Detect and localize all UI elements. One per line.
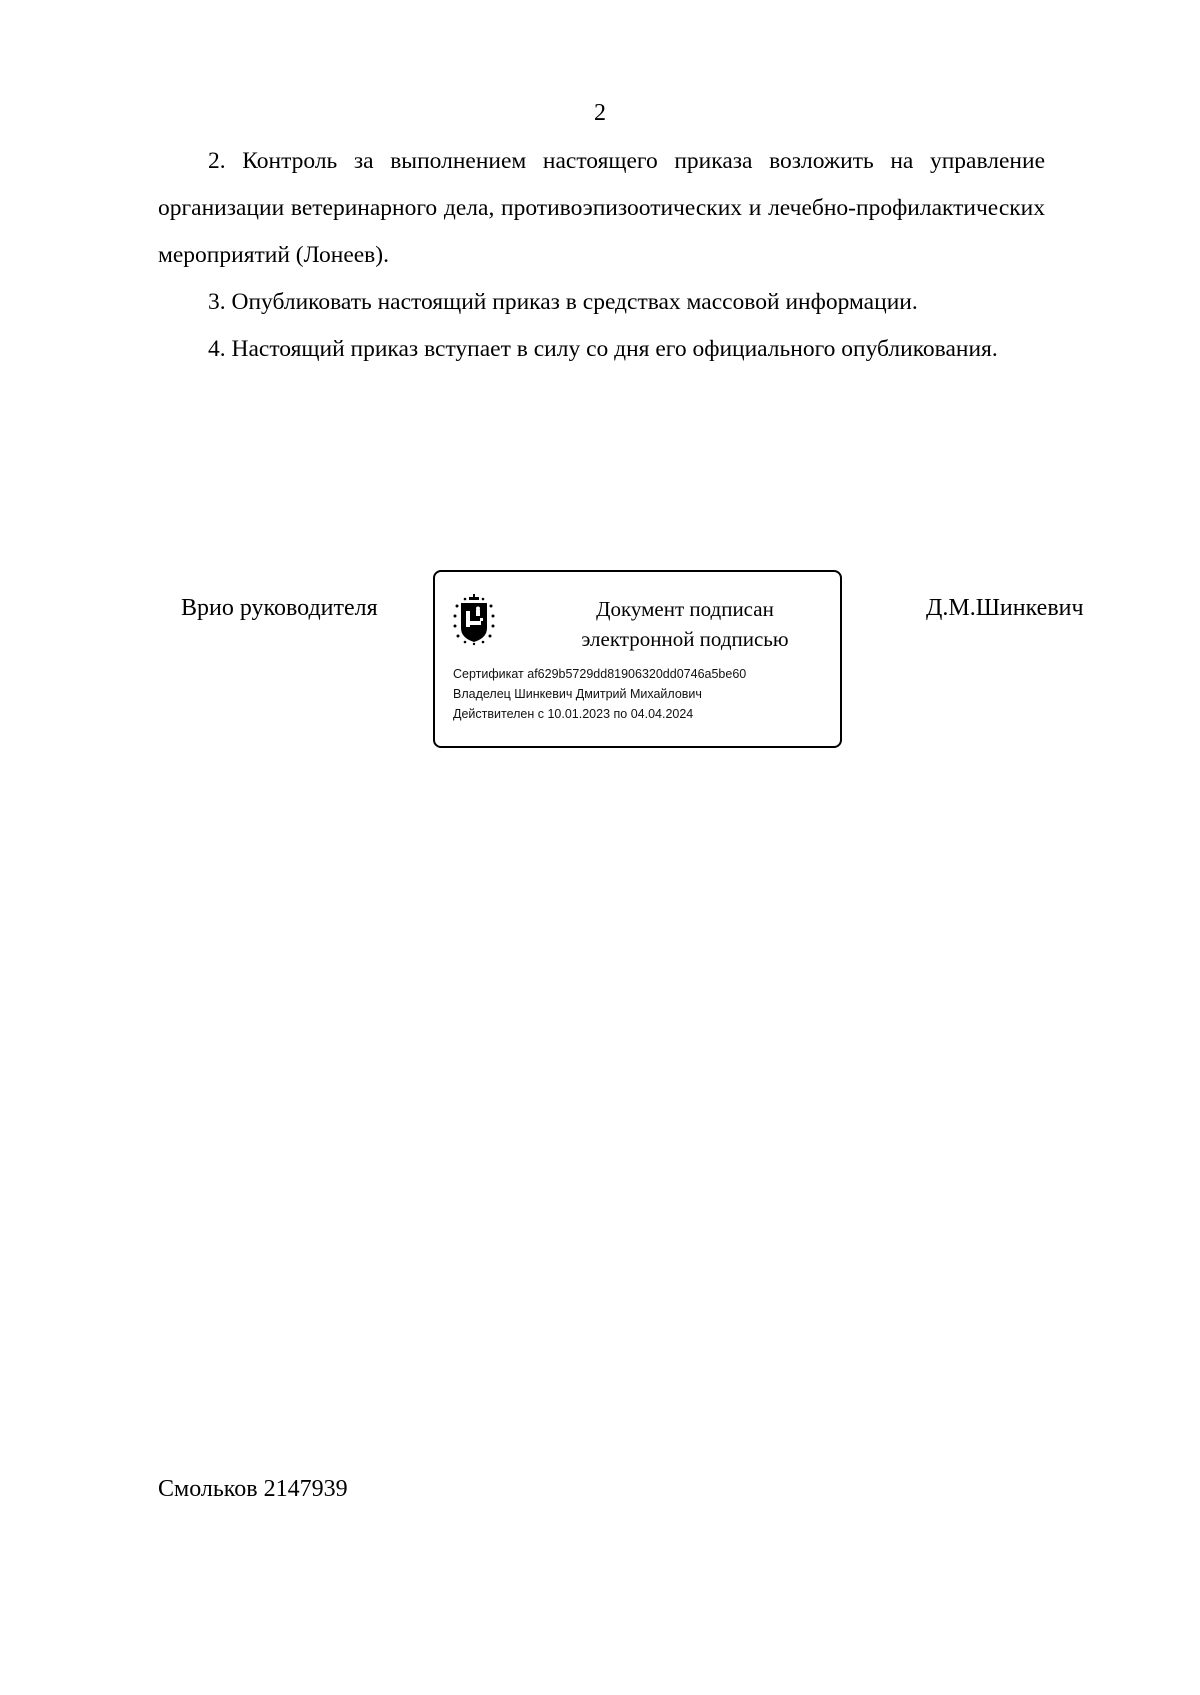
electronic-signature-stamp	[433, 570, 842, 748]
page-number: 2	[594, 100, 606, 126]
paragraph-effective-date: 4. Настоящий приказ вступает в силу со дня его официального опубликования.	[208, 336, 998, 362]
stamp-title-line1: Документ подписан	[596, 597, 774, 621]
certificate-number: Сертификат af629b5729dd81906320dd0746a5be60	[453, 667, 747, 681]
coat-of-arms-icon	[453, 594, 499, 646]
certificate-validity: Действителен с 10.01.2023 по 04.04.2024	[453, 707, 694, 721]
signer-position: Врио руководителя	[181, 595, 378, 621]
stamp-title	[555, 594, 815, 654]
executor-note: Смольков 2147939	[158, 1476, 348, 1502]
stamp-details	[453, 664, 746, 724]
paragraph-publish: 3. Опубликовать настоящий приказ в средствах массовой информации.	[208, 289, 918, 315]
certificate-owner: Владелец Шинкевич Дмитрий Михайлович	[453, 687, 702, 701]
paragraph-control: 2. Контроль за выполнением настоящего приказа возложить на управление организации ветеринарного дела, противоэпизоотических и лечебно-профилактических мероприятий (Лонеев).	[158, 148, 1045, 268]
stamp-title-line2: электронной подписью	[581, 627, 789, 651]
signer-name: Д.М.Шинкевич	[926, 595, 1084, 621]
order-body	[158, 138, 1045, 373]
